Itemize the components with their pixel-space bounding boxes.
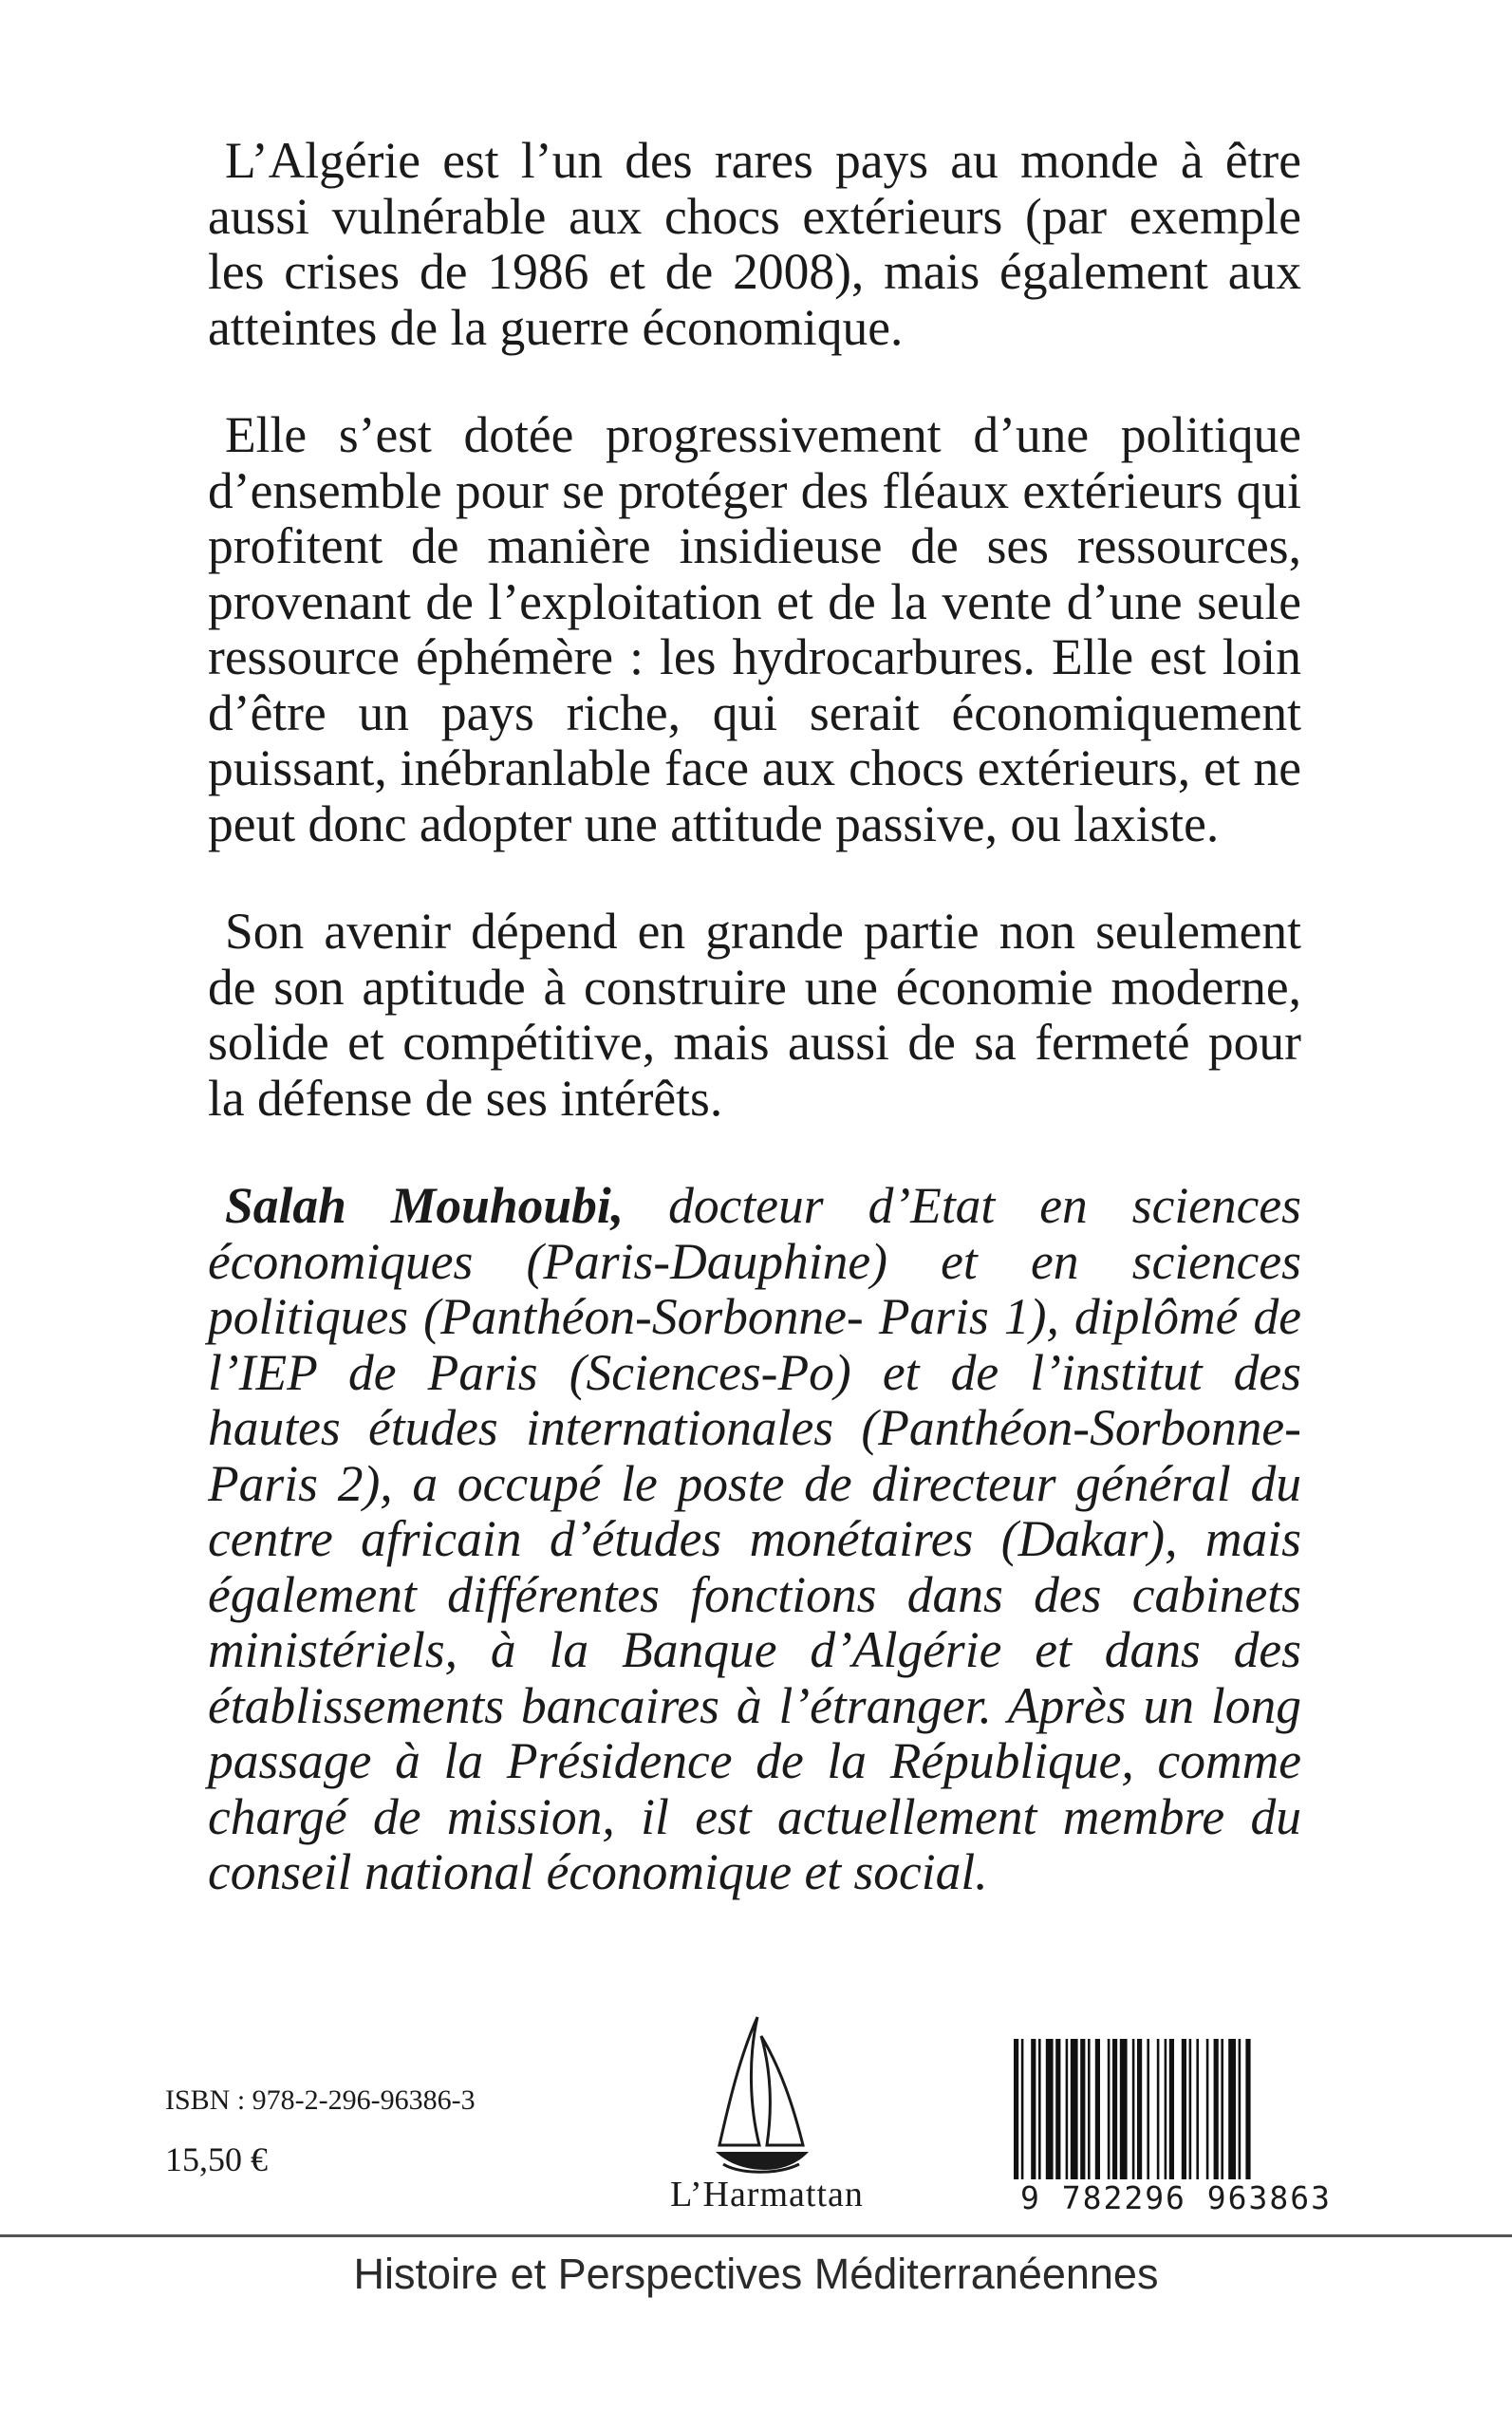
barcode-bar bbox=[1014, 2039, 1018, 2186]
barcode-bar bbox=[1108, 2039, 1111, 2186]
barcode-bar bbox=[1157, 2039, 1160, 2186]
barcode-bar bbox=[1147, 2039, 1149, 2186]
barcode-bar bbox=[1046, 2039, 1054, 2186]
barcode-bar bbox=[1071, 2039, 1078, 2186]
barcode-bar bbox=[1169, 2039, 1174, 2186]
barcode bbox=[1010, 2039, 1342, 2215]
barcode-bar bbox=[1228, 2039, 1236, 2186]
author-bio bbox=[208, 1178, 1301, 1900]
barcode-bar bbox=[1021, 2039, 1024, 2186]
barcode-bar bbox=[1120, 2039, 1128, 2186]
barcode-icon bbox=[1010, 2039, 1342, 2191]
barcode-bar bbox=[1182, 2039, 1186, 2186]
paragraph-1: L’Algérie est l’un des rares pays au monde à être aussi vulnérable aux chocs extérieurs (par exemple les crises de 1986 et de 2008), mais également aux atteintes de la guerre économique. bbox=[208, 132, 1301, 356]
barcode-bar bbox=[1095, 2039, 1100, 2186]
barcode-bar bbox=[1066, 2039, 1069, 2186]
barcode-bar bbox=[1196, 2039, 1199, 2186]
isbn: ISBN : 978-2-296-96386-3 bbox=[165, 2084, 476, 2116]
barcode-bar bbox=[1206, 2039, 1209, 2186]
sailboat-logo-icon bbox=[691, 2012, 843, 2178]
author-bio-text: docteur d’Etat en sciences économiques (Paris-Dauphine) et en sciences politiques (Panthéon-Sorbonne- Paris 1), diplômé de l’IEP de Paris (Sciences-Po) et de l’institut des hautes études internationales (Panthéon-Sorbonne-Paris 2), a occupé le poste de directeur général du centre africain d’études monétaires (Dakar), mais également différentes fonctions dans des cabinets ministériels, à la Banque d’Algérie et dans des établissements bancaires à l’étranger. Après un long passage à la Présidence de la République, comme chargé de mission, il est actuellement membre du conseil national économique et social. bbox=[208, 1177, 1301, 1900]
paragraph-3: Son avenir dépend en grande partie non seulement de son aptitude à construire une économie moderne, solide et compétitive, mais aussi de sa fermeté pour la défense de ses intérêts. bbox=[208, 903, 1301, 1127]
barcode-bar bbox=[1137, 2039, 1142, 2186]
barcode-bar bbox=[1132, 2039, 1135, 2186]
paragraph-2: Elle s’est dotée progressivement d’une politique d’ensemble pour se protéger des fléaux extérieurs qui profitent de manière insidieuse de ses ressources, provenant de l’exploitation et de la vente d’une seule ressource éphémère : les hydrocarbures. Elle est loin d’être un pays riche, qui serait économiquement puissant, inébranlable face aux chocs extérieurs, et ne peut donc adopter une attitude passive, ou laxiste. bbox=[208, 406, 1301, 852]
barcode-bar bbox=[1221, 2039, 1223, 2186]
barcode-digits: 9 782296 963863 bbox=[1010, 2179, 1342, 2216]
publisher-name: L’Harmattan bbox=[670, 2175, 864, 2214]
barcode-bar bbox=[1165, 2039, 1167, 2186]
barcode-bar bbox=[1245, 2039, 1250, 2186]
barcode-bar bbox=[1112, 2039, 1117, 2186]
barcode-bar bbox=[1088, 2039, 1091, 2186]
barcode-bar bbox=[1239, 2039, 1241, 2186]
author-name: Salah Mouhoubi, bbox=[225, 1177, 625, 1234]
barcode-bar bbox=[1055, 2039, 1060, 2186]
back-cover-text bbox=[208, 133, 1301, 1952]
price: 15,50 € bbox=[165, 2140, 268, 2178]
barcode-bar bbox=[1080, 2039, 1085, 2186]
divider bbox=[0, 2234, 1512, 2237]
barcode-bar bbox=[1031, 2039, 1036, 2186]
barcode-bar bbox=[1189, 2039, 1192, 2186]
series-title: Histoire et Perspectives Méditerranéennes bbox=[353, 2250, 1159, 2298]
publisher-logo bbox=[653, 2012, 881, 2216]
barcode-bar bbox=[1214, 2039, 1219, 2186]
barcode-bar bbox=[1038, 2039, 1041, 2186]
